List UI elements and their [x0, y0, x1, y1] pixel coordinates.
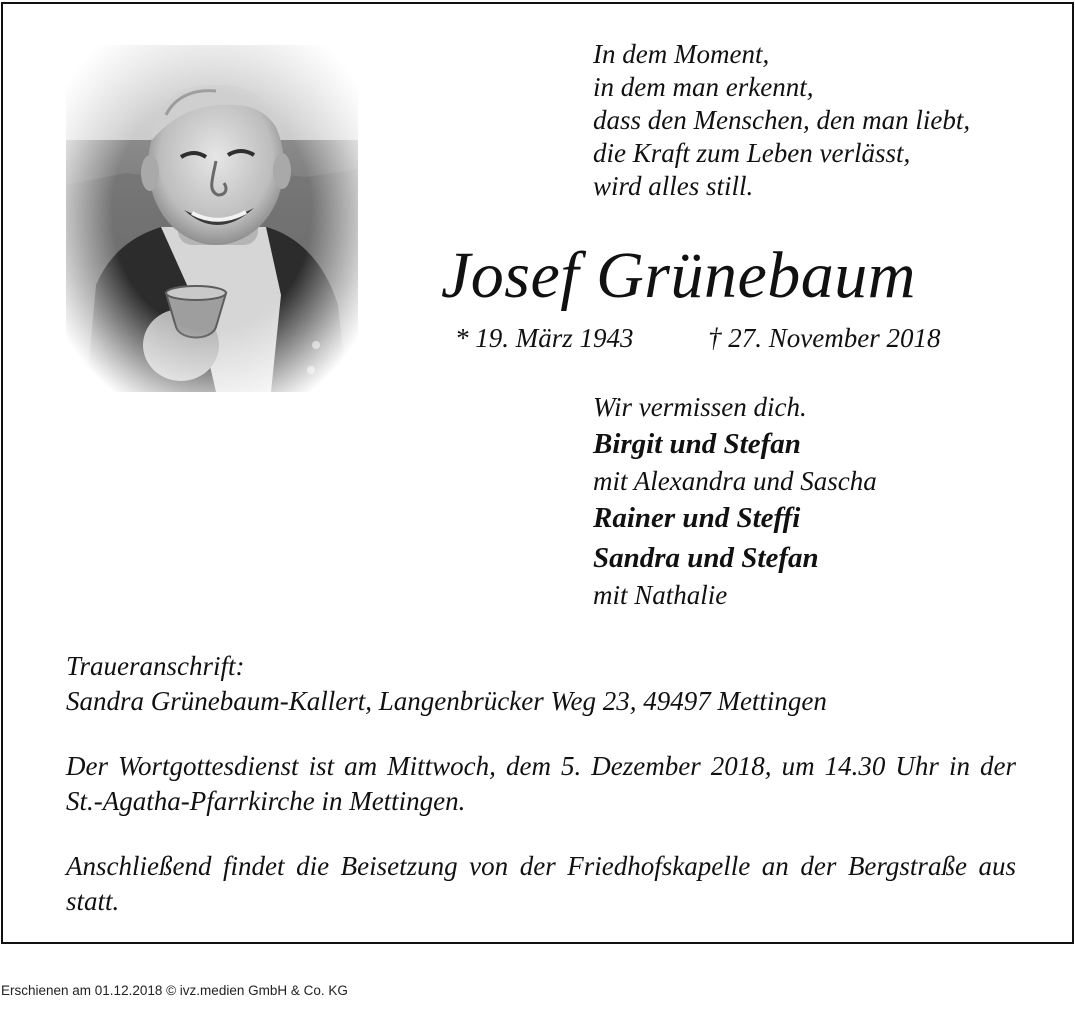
family-intro: Wir vermissen dich.: [593, 392, 807, 422]
service-info: Der Wortgottesdienst ist am Mittwoch, dem 5. Dezember 2018, um 14.30 Uhr in der St.-Agatha-Pfarrkirche in Mettingen.: [66, 751, 1016, 816]
deceased-name: Josef Grünebaum: [441, 239, 916, 312]
poem-line: dass den Menschen, den man liebt,: [593, 105, 971, 135]
family-names: Sandra und Stefan: [593, 542, 819, 574]
family-with: mit Nathalie: [593, 580, 728, 610]
portrait-photo: [66, 45, 358, 392]
poem: [593, 38, 970, 203]
poem-line: wird alles still.: [593, 171, 754, 201]
poem-line: in dem man erkennt,: [593, 72, 814, 102]
obituary-notice: [1, 2, 1074, 944]
mourning-address: [66, 649, 1016, 719]
address-value: Sandra Grünebaum-Kallert, Langenbrücker Weg 23, 49497 Mettingen: [66, 686, 827, 716]
family-names: Birgit und Stefan: [593, 428, 801, 460]
burial-info: Anschließend findet die Beisetzung von der Friedhofskapelle an der Bergstraße aus statt.: [66, 851, 1016, 916]
poem-line: die Kraft zum Leben verlässt,: [593, 138, 911, 168]
birth-date: * 19. März 1943: [455, 323, 634, 353]
death-date: † 27. November 2018: [708, 323, 941, 353]
publication-footer: Erschienen am 01.12.2018 © ivz.medien GmbH & Co. KG: [1, 983, 348, 998]
family-section: [593, 390, 877, 612]
family-with: mit Alexandra und Sascha: [593, 466, 877, 496]
poem-line: In dem Moment,: [593, 39, 770, 69]
family-names: Rainer und Steffi: [593, 502, 801, 534]
address-label: Traueranschrift:: [66, 651, 245, 681]
